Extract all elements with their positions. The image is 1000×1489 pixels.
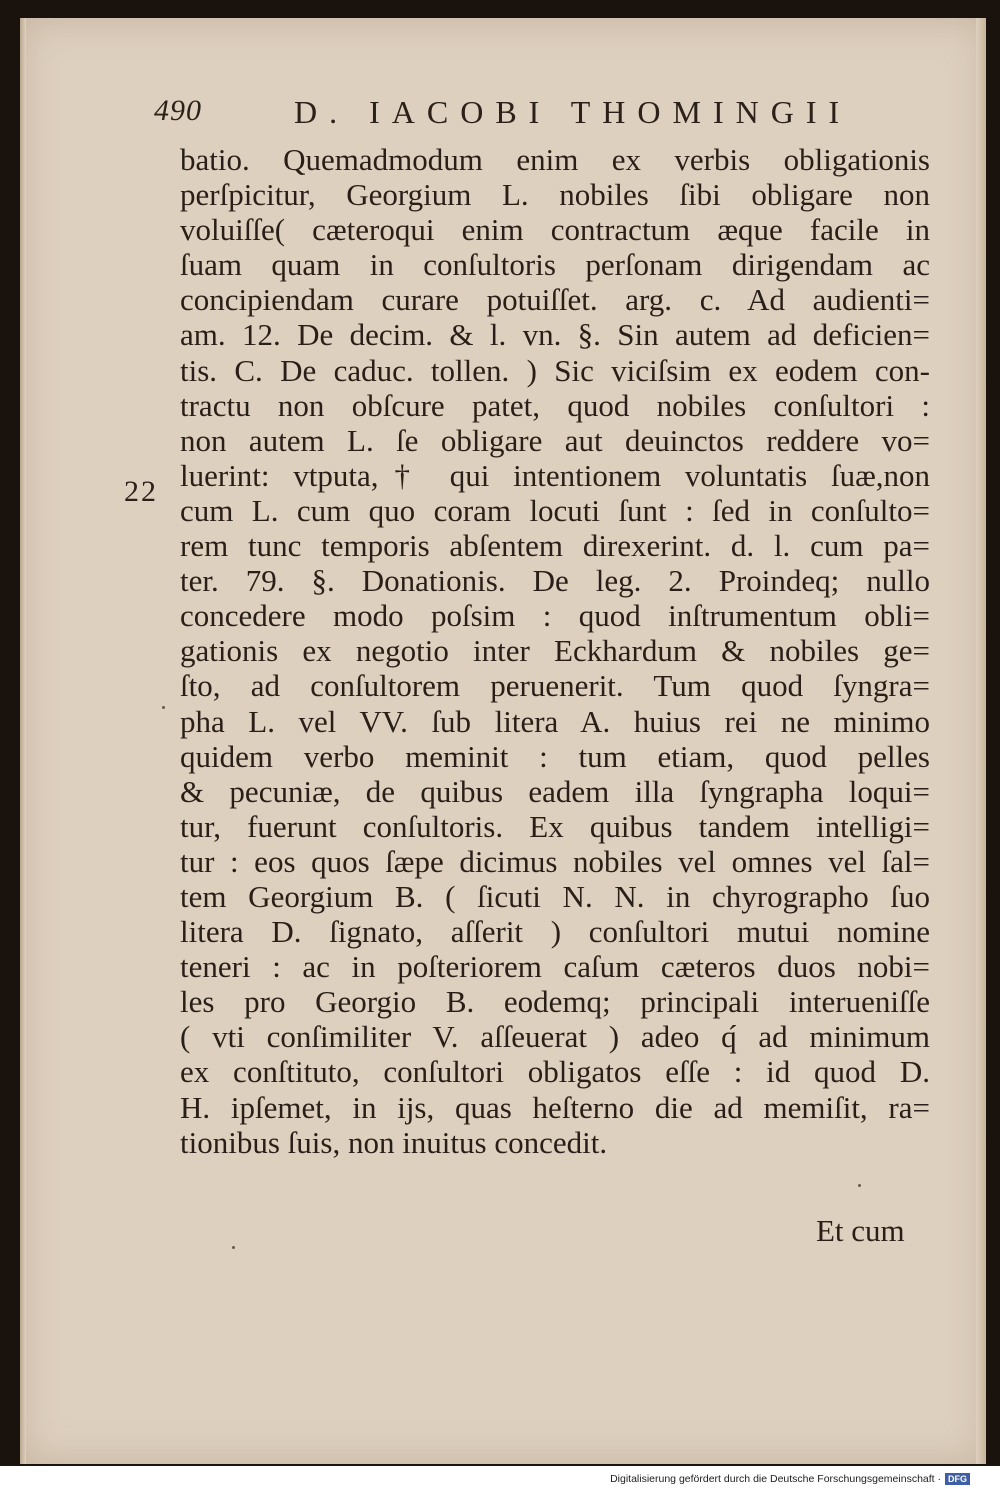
page-number: 490 bbox=[154, 94, 202, 127]
body-text bbox=[180, 142, 930, 1160]
credit-text: Digitalisierung gefördert durch die Deutsche Forschungsgemeinschaft · bbox=[610, 1473, 941, 1485]
text-line: ( vti conſimiliter V. aſſeuerat ) adeo q́ ad minimum bbox=[180, 1019, 930, 1055]
paper-speck bbox=[232, 1246, 235, 1249]
text-line: tur, fuerunt conſultoris. Ex quibus tandem intelligi= bbox=[180, 808, 930, 844]
text-line: quidem verbo meminit : tum etiam, quod pelles bbox=[180, 738, 930, 774]
text-line: tractu non obſcure patet, quod nobiles conſultori : bbox=[180, 387, 930, 423]
paper-speck bbox=[858, 1184, 861, 1187]
text-line: tem Georgium B. ( ſicuti N. N. in chyrographo ſuo bbox=[180, 878, 930, 914]
text-line: pha L. vel VV. ſub litera A. huius rei ne minimo bbox=[180, 703, 930, 739]
text-line: batio. Quemadmodum enim ex verbis obligationis bbox=[180, 142, 930, 177]
catchword: Et cum bbox=[816, 1213, 905, 1248]
page-edge-left bbox=[20, 18, 26, 1464]
text-line: les pro Georgio B. eodemq; principali interueniſſe bbox=[180, 984, 930, 1020]
text-line: concedere modo poſsim : quod inſtrumentum obli= bbox=[180, 598, 930, 634]
digitization-credit bbox=[610, 1472, 970, 1486]
text-line: tis. C. De caduc. tollen. ) Sic viciſsim ex eodem con- bbox=[180, 352, 930, 388]
text-line: cum L. cum quo coram locuti ſunt : ſed in conſulto= bbox=[180, 492, 930, 528]
dfg-logo: DFG bbox=[945, 1473, 970, 1485]
page-edge-right bbox=[976, 18, 986, 1464]
text-line: teneri : ac in poſteriorem caſum cæteros duos nobi= bbox=[180, 949, 930, 985]
text-line: & pecuniæ, de quibus eadem illa ſyngrapha loqui= bbox=[180, 773, 930, 809]
text-line: non autem L. ſe obligare aut deuinctos reddere vo= bbox=[180, 422, 930, 458]
text-line: ſuam quam in conſultoris perſonam dirigendam ac bbox=[180, 247, 930, 283]
text-line: H. ipſemet, in ijs, quas heſterno die ad memiſit, ra= bbox=[180, 1089, 930, 1125]
text-line: ſto, ad conſultorem peruenerit. Tum quod ſyngra= bbox=[180, 668, 930, 704]
text-line: am. 12. De decim. & l. vn. §. Sin autem ad deficien= bbox=[180, 317, 930, 353]
margin-note: 22 bbox=[124, 475, 158, 508]
text-line: gationis ex negotio inter Eckhardum & nobiles ge= bbox=[180, 633, 930, 669]
text-line: perſpicitur, Georgium L. nobiles ſibi obligare non bbox=[180, 177, 930, 213]
paper-speck bbox=[162, 706, 165, 709]
text-line: tur : eos quos ſæpe dicimus nobiles vel omnes vel ſal= bbox=[180, 843, 930, 879]
text-line: luerint: vtputa,† qui intentionem voluntatis ſuæ,non bbox=[180, 457, 930, 493]
text-line: concipiendam curare potuiſſet. arg. c. Ad audienti= bbox=[180, 282, 930, 318]
page-header bbox=[154, 94, 944, 138]
running-head: D. IACOBI THOMINGII bbox=[294, 94, 852, 130]
text-line: tionibus ſuis, non inuitus concedit. bbox=[180, 1124, 608, 1160]
text-line: ex conſtituto, conſultori obligatos eſſe : id quod D. bbox=[180, 1054, 930, 1090]
text-line: voluiſſe( cæteroqui enim contractum æque facile in bbox=[180, 212, 930, 248]
text-line: litera D. ſignato, aſſerit ) conſultori mutui nomine bbox=[180, 914, 930, 950]
text-line: rem tunc temporis abſentem direxerint. d. l. cum pa= bbox=[180, 528, 930, 564]
text-line: ter. 79. §. Donationis. De leg. 2. Proindeq; nullo bbox=[180, 563, 930, 599]
